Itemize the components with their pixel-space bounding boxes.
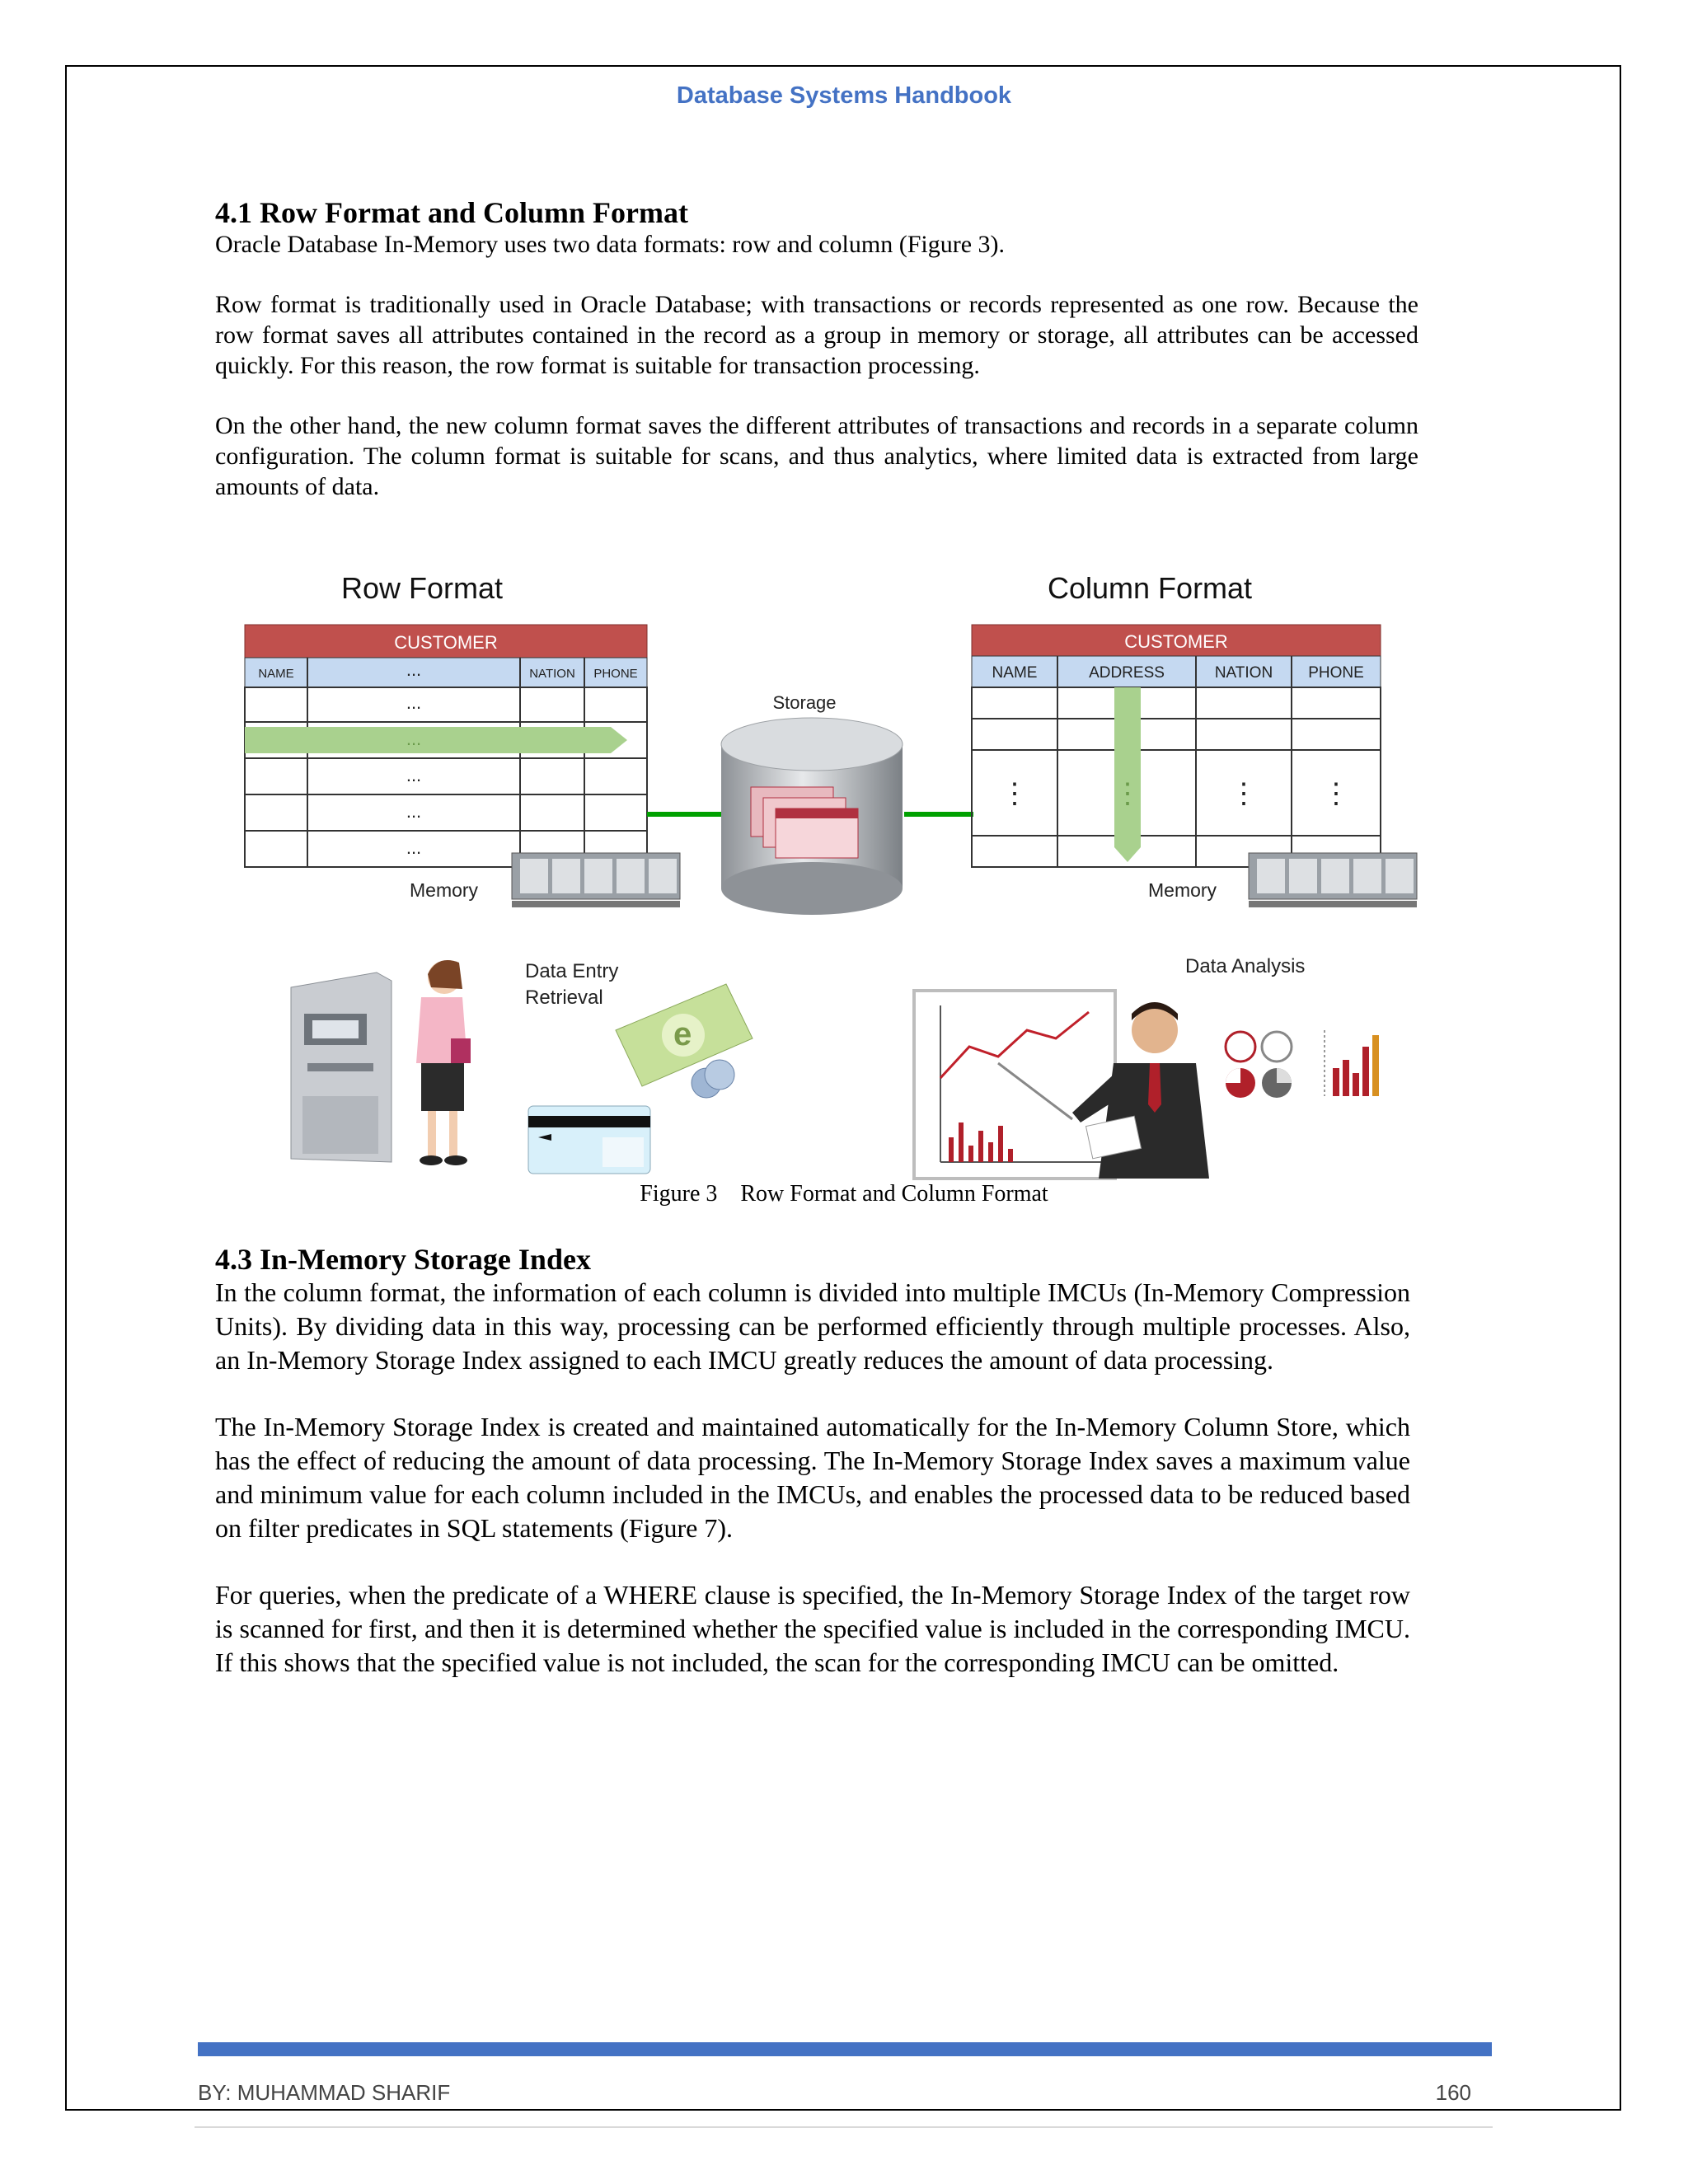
column-memory-label: Memory — [1148, 879, 1217, 901]
pie-charts-icon — [1226, 1032, 1292, 1098]
row-memory-label: Memory — [410, 879, 479, 901]
paragraph-storage-index: The In-Memory Storage Index is created and maintained automatically for the In-Memory Column Store, which has the effect of reducing the amount of data processing. The In-Memory Storage Index saves a maximum value and minimum value for each column included in the IMCUs, and enables the processed data to be reduced based on filter predicates in SQL statements (Figure 7). — [215, 1412, 1410, 1543]
figure-row-column-format — [215, 569, 1435, 1212]
row-col-ellipsis: ... — [406, 659, 422, 680]
paragraph-column-format: On the other hand, the new column format saves the different attributes of transactions and records in a separate column configuration. The column format is suitable for scans, and thus analytics, where limited data is extracted from large amounts of data. — [215, 412, 1418, 500]
footer-rule — [198, 2042, 1492, 2056]
row-ellipsis-1: ... — [406, 692, 422, 713]
row-col-phone: PHONE — [593, 667, 638, 681]
storage-database-icon — [721, 718, 903, 915]
row-col-name: NAME — [258, 667, 294, 681]
column-table-name: CUSTOMER — [1124, 631, 1228, 652]
page-bottom-rule — [195, 2126, 1493, 2128]
section-storage-index — [215, 1243, 1410, 1680]
footer-author: BY: MUHAMMAD SHARIF — [198, 2080, 451, 2105]
column-col-address: ADDRESS — [1089, 664, 1165, 682]
retrieval-label: Retrieval — [525, 987, 603, 1009]
column-vdots-nation: ⋮ — [1230, 778, 1258, 809]
row-format-title: Row Format — [341, 571, 504, 605]
paragraph-queries: For queries, when the predicate of a WHERE clause is specified, the In-Memory Storage Index of the target row is scanned for first, and then it is determined whether the specified value is included in the corresponding IMCU. If this shows that the specified value is not included, the scan for the corresponding IMCU can be omitted. — [215, 1580, 1410, 1677]
row-ellipsis-3: ... — [406, 765, 422, 785]
column-col-nation: NATION — [1214, 664, 1273, 682]
coins-icon — [692, 1060, 734, 1098]
paragraph-row-format: Row format is traditionally used in Oracle Database; with transactions or records represented as one row. Because the row format saves all attributes contained in the record as a group in memory or storage, all attributes can be accessed quickly. For this reason, the row format is suitable for transaction processing. — [215, 291, 1418, 379]
row-format-table — [245, 625, 647, 867]
presentation-board-icon — [914, 991, 1115, 1179]
bar-chart-icon — [1325, 1030, 1379, 1096]
column-format-table — [972, 625, 1381, 867]
column-vdots-phone: ⋮ — [1322, 778, 1350, 809]
page-number: 160 — [1435, 2080, 1471, 2105]
column-col-phone: PHONE — [1308, 664, 1364, 682]
column-format-title: Column Format — [1048, 571, 1253, 605]
paragraph-intro: Oracle Database In-Memory uses two data formats: row and column (Figure 3). — [215, 231, 1006, 258]
row-ellipsis-4: ... — [406, 801, 422, 822]
row-ellipsis-5: ... — [406, 837, 422, 858]
column-vdots-address: ⋮ — [1114, 778, 1142, 809]
figure-caption: Figure 3 Row Format and Column Format — [640, 1181, 1048, 1207]
column-col-name: NAME — [992, 664, 1038, 682]
row-ellipsis-2: ... — [406, 729, 422, 749]
atm-machine-icon — [291, 972, 392, 1162]
memory-chip-icon — [512, 853, 680, 907]
banknote-symbol: e — [673, 1016, 692, 1052]
data-analysis-label: Data Analysis — [1185, 955, 1306, 977]
credit-card-icon — [528, 1106, 650, 1174]
woman-customer-icon — [416, 960, 471, 1165]
row-table-name: CUSTOMER — [394, 632, 498, 653]
section-heading: 4.1 Row Format and Column Format — [215, 196, 688, 229]
section-row-column-format — [215, 196, 1418, 502]
column-vdots-name: ⋮ — [1001, 778, 1029, 809]
row-col-nation: NATION — [529, 667, 575, 681]
running-header: Database Systems Handbook — [676, 82, 1012, 109]
storage-label: Storage — [772, 692, 837, 713]
section-heading: 4.3 In-Memory Storage Index — [215, 1243, 591, 1276]
memory-chip-icon — [1249, 853, 1417, 907]
data-entry-label: Data Entry — [525, 960, 619, 982]
paragraph-imcu: In the column format, the information of each column is divided into multiple IMCUs (In-Memory Compression Units). By dividing data in this way, processing can be performed efficiently through multiple processes. Also, an In-Memory Storage Index assigned to each IMCU greatly reduces the amount of data processing. — [215, 1277, 1410, 1375]
